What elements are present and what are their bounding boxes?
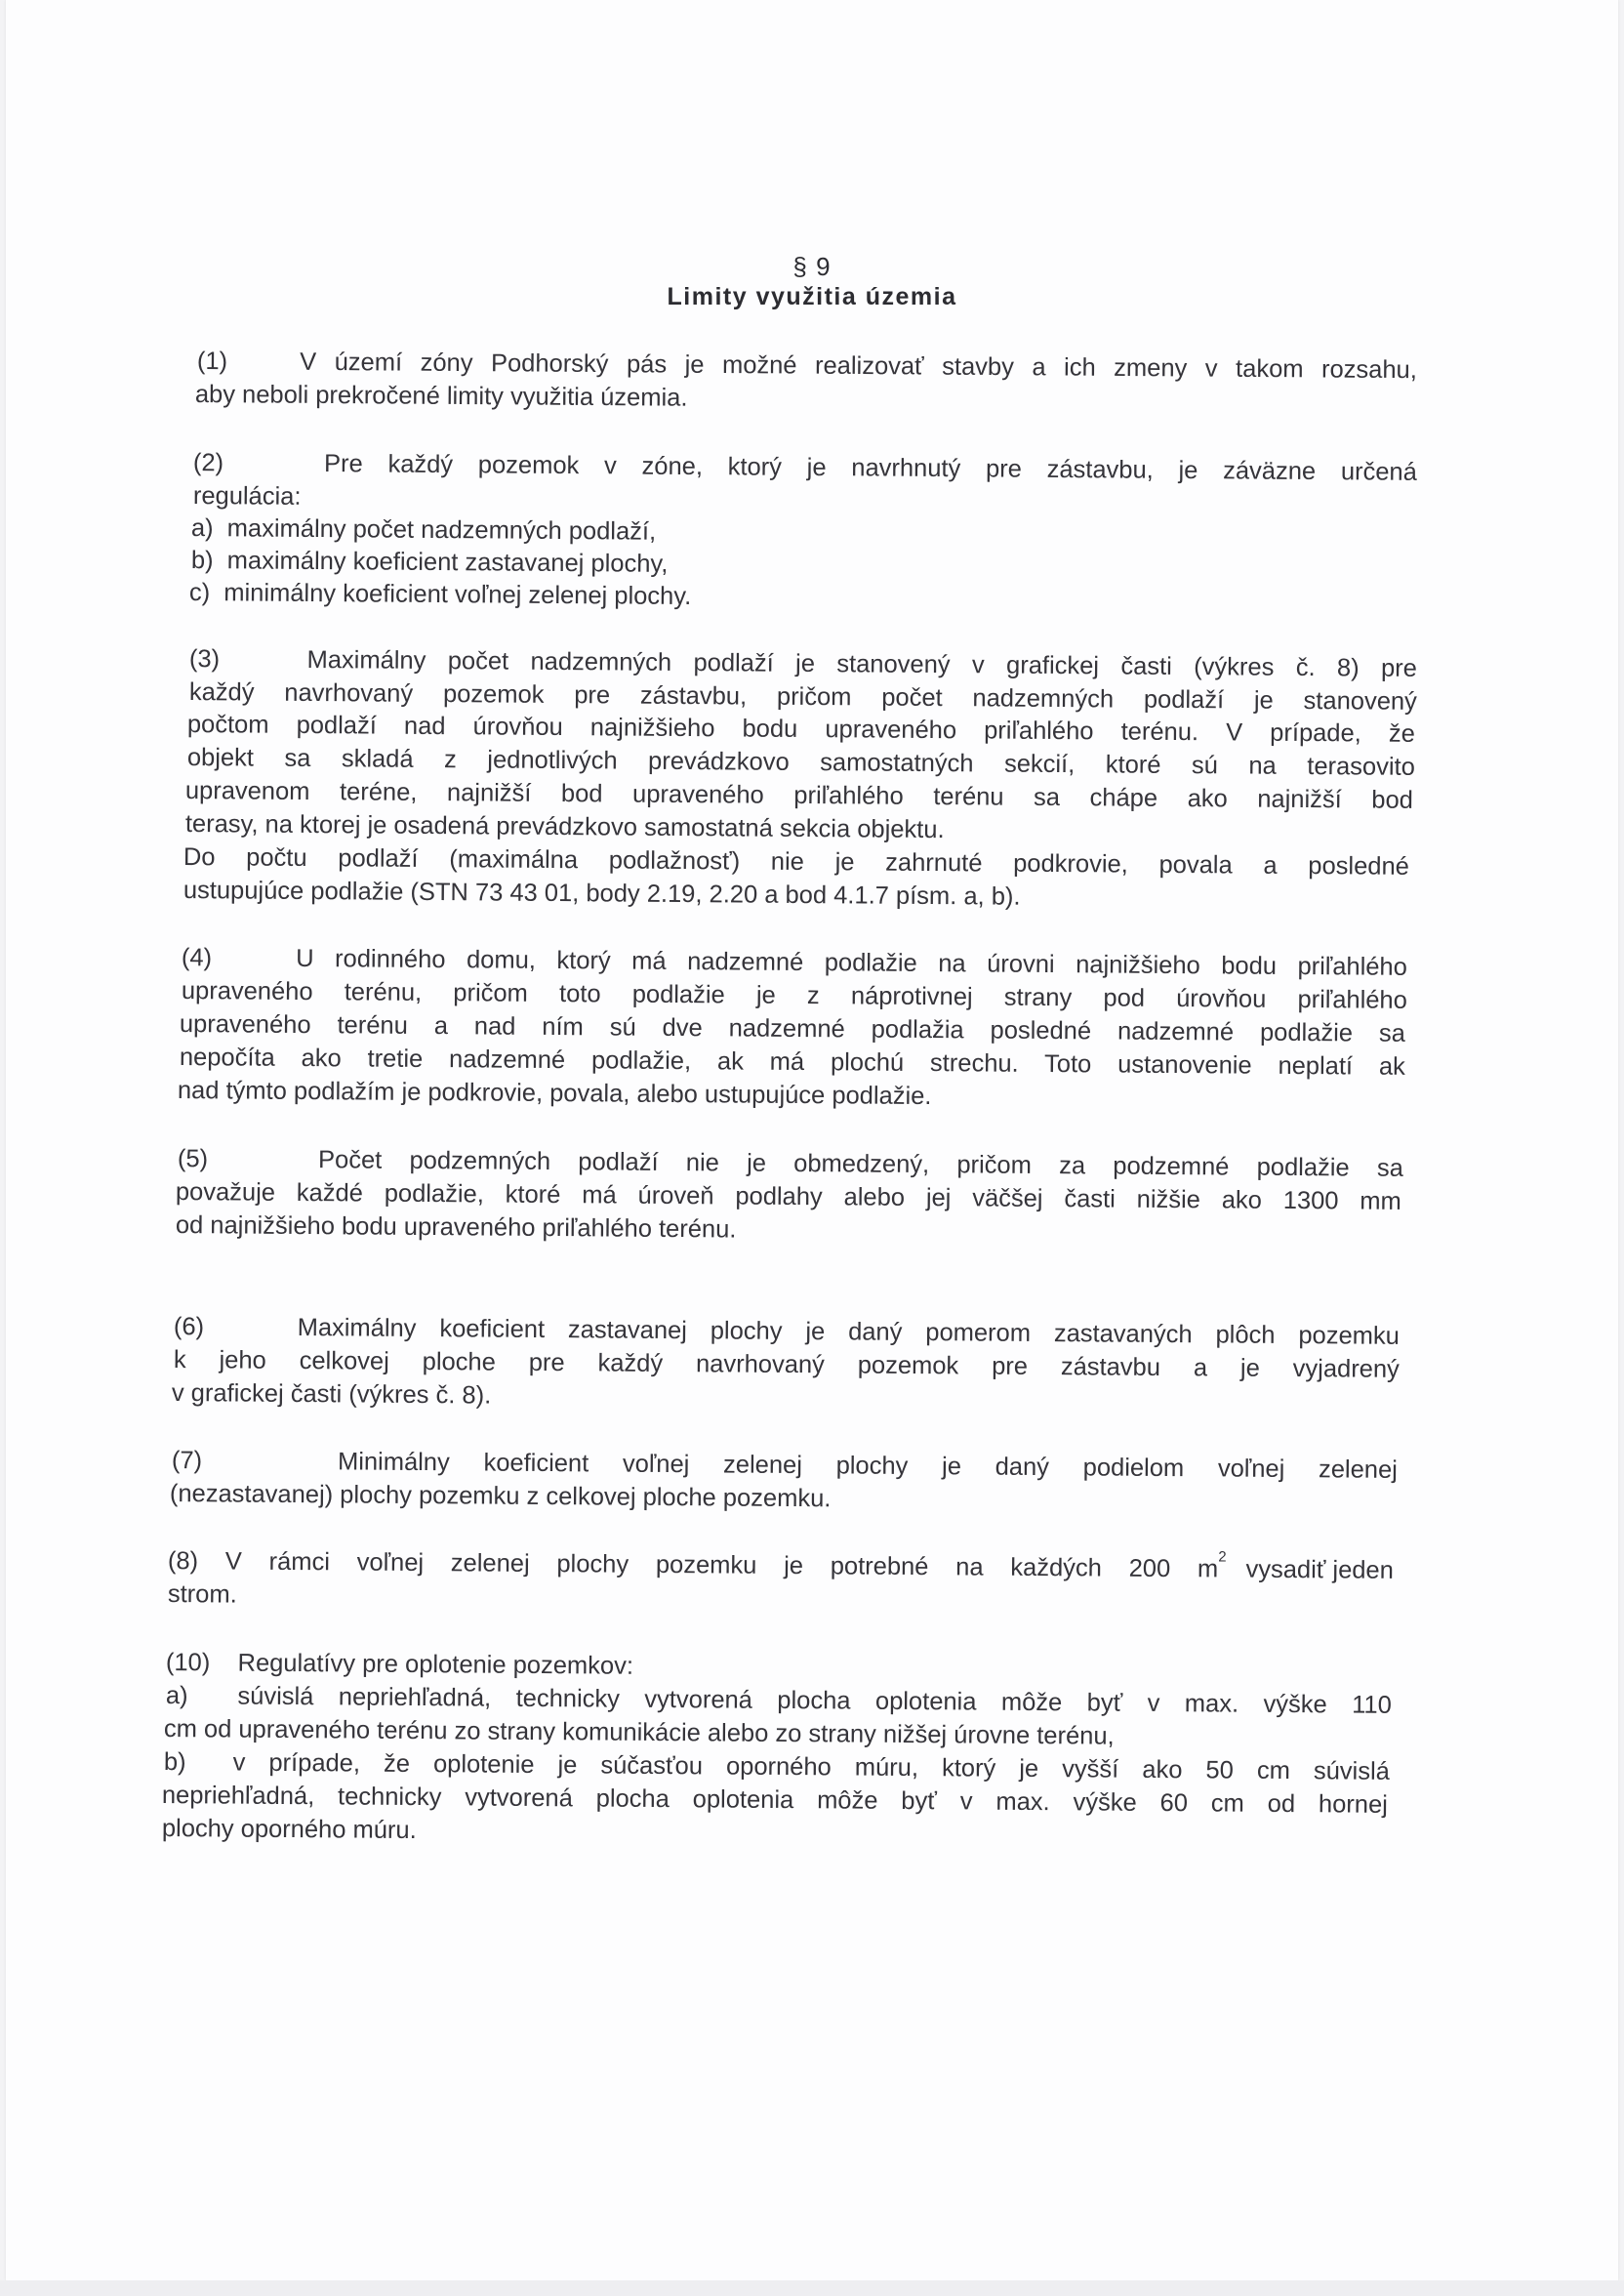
text-line: považuje každé podlažie, ktoré má úroveň podlahy alebo jej väčšej časti nižšie ako 1300 mm	[175, 1178, 1401, 1215]
text-line: c) minimálny koeficient voľnej zelenej plochy.	[188, 579, 692, 611]
text-line: nepočíta ako tretie nadzemné podlažie, ak má plochú strechu. Toto ustanovenie neplatí ak	[179, 1044, 1405, 1081]
text-line: upravenom teréne, najnižší bod upraveného priľahlého terénu sa chápe ako najnižší bod	[184, 777, 1413, 814]
text-line: upraveného terénu a nad ním sú dve nadzemné podlažia posledné nadzemné podlažie sa	[179, 1010, 1405, 1047]
text-line: nad týmto podlažím je podkrovie, povala, alebo ustupujúce podlažie.	[177, 1077, 932, 1111]
superscript-exponent: 2	[1218, 1548, 1227, 1566]
text-line: počtom podlaží nad úrovňou najnižšieho bodu upraveného priľahlého terénu. V prípade, že	[186, 711, 1415, 748]
text-line: upraveného terénu, pričom toto podlažie je z náprotivnej strany pod úrovňou priľahlého	[181, 977, 1407, 1014]
text-line: plochy oporného múru.	[161, 1815, 417, 1845]
text-line: objekt sa skladá z jednotlivých prevádzkovo samostatných sekcií, ktoré sú na terasovito	[186, 744, 1415, 781]
text-line: (7) Minimálny koeficient voľnej zelenej plochy je daný podielom voľnej zelenej	[171, 1447, 1398, 1484]
text-line: b) maximálny koeficient zastavanej plochy,	[190, 547, 669, 578]
text-line: (4) U rodinného domu, ktorý má nadzemné podlažie na úrovni najnižšieho bodu priľahlého	[181, 944, 1407, 981]
text-line: (1) V území zóny Podhorský pás je možné realizovať stavby a ich zmeny v takom rozsahu,	[196, 348, 1417, 385]
text-line: regulácia:	[192, 482, 302, 511]
text-line-end: vysadiť jeden	[1245, 1555, 1394, 1584]
scan-margin	[0, 2280, 1624, 2296]
text-line: terasy, na ktorej je osadená prevádzkovo samostatná sekcia objektu.	[184, 810, 945, 844]
section-title: Limity využitia územia	[667, 283, 957, 310]
text-line: od najnižšieho bodu upraveného priľahlého terénu.	[175, 1211, 737, 1244]
text-line: (nezastavanej) plochy pozemku z celkovej ploche pozemku.	[169, 1480, 832, 1513]
text-line: ustupujúce podlažie (STN 73 43 01, body 2.19, 2.20 a bod 4.1.7 písm. a, b).	[183, 877, 1021, 911]
text-line: (2) Pre každý pozemok v zóne, ktorý je navrhnutý pre zástavbu, je záväzne určená	[192, 449, 1417, 486]
text-line: a) súvislá nepriehľadná, technicky vytvorená plocha oplotenia môže byť v max. výške 110	[165, 1682, 1392, 1719]
text-line: b) v prípade, že oplotenie je súčasťou oporného múru, ktorý je vyšší ako 50 cm súvislá	[163, 1748, 1390, 1785]
text-line: nepriehľadná, technicky vytvorená plocha oplotenia môže byť v max. výške 60 cm od hornej	[161, 1782, 1388, 1819]
text-line: a) maximálny počet nadzemných podlaží,	[190, 514, 657, 546]
text-line: (3) Maximálny počet nadzemných podlaží je stanovený v grafickej časti (výkres č. 8) pre	[188, 645, 1417, 682]
text-line: (10) Regulatívy pre oplotenie pozemkov:	[165, 1649, 634, 1680]
text-line: strom.	[167, 1580, 237, 1609]
text-line: (5) Počet podzemných podlaží nie je obmedzený, pričom za podzemné podlažie sa	[177, 1145, 1403, 1182]
text-line: Do počtu podlaží (maximálna podlažnosť) nie je zahrnuté podkrovie, povala a posledné	[183, 843, 1409, 881]
text-line	[168, 1549, 1394, 1583]
section-number: § 9	[792, 252, 832, 281]
text-line: každý navrhovaný pozemok pre zástavbu, pričom počet nadzemných podlaží je stanovený	[188, 678, 1417, 716]
text-line: k jeho celkovej ploche pre každý navrhovaný pozemok pre zástavbu a je vyjadrený	[173, 1346, 1400, 1383]
text-line-start: (8) V rámci voľnej zelenej plochy pozemku je potrebné na každých 200 m	[167, 1547, 1219, 1583]
text-line: aby neboli prekročené limity využitia územia.	[194, 381, 688, 412]
text-line: (6) Maximálny koeficient zastavanej plochy je daný pomerom zastavaných plôch pozemku	[173, 1313, 1400, 1350]
document-page	[6, 0, 1618, 2280]
text-line: v grafickej časti (výkres č. 8).	[171, 1379, 492, 1410]
text-line: cm od upraveného terénu zo strany komunikácie alebo zo strany nižšej úrovne terénu,	[163, 1715, 1115, 1750]
